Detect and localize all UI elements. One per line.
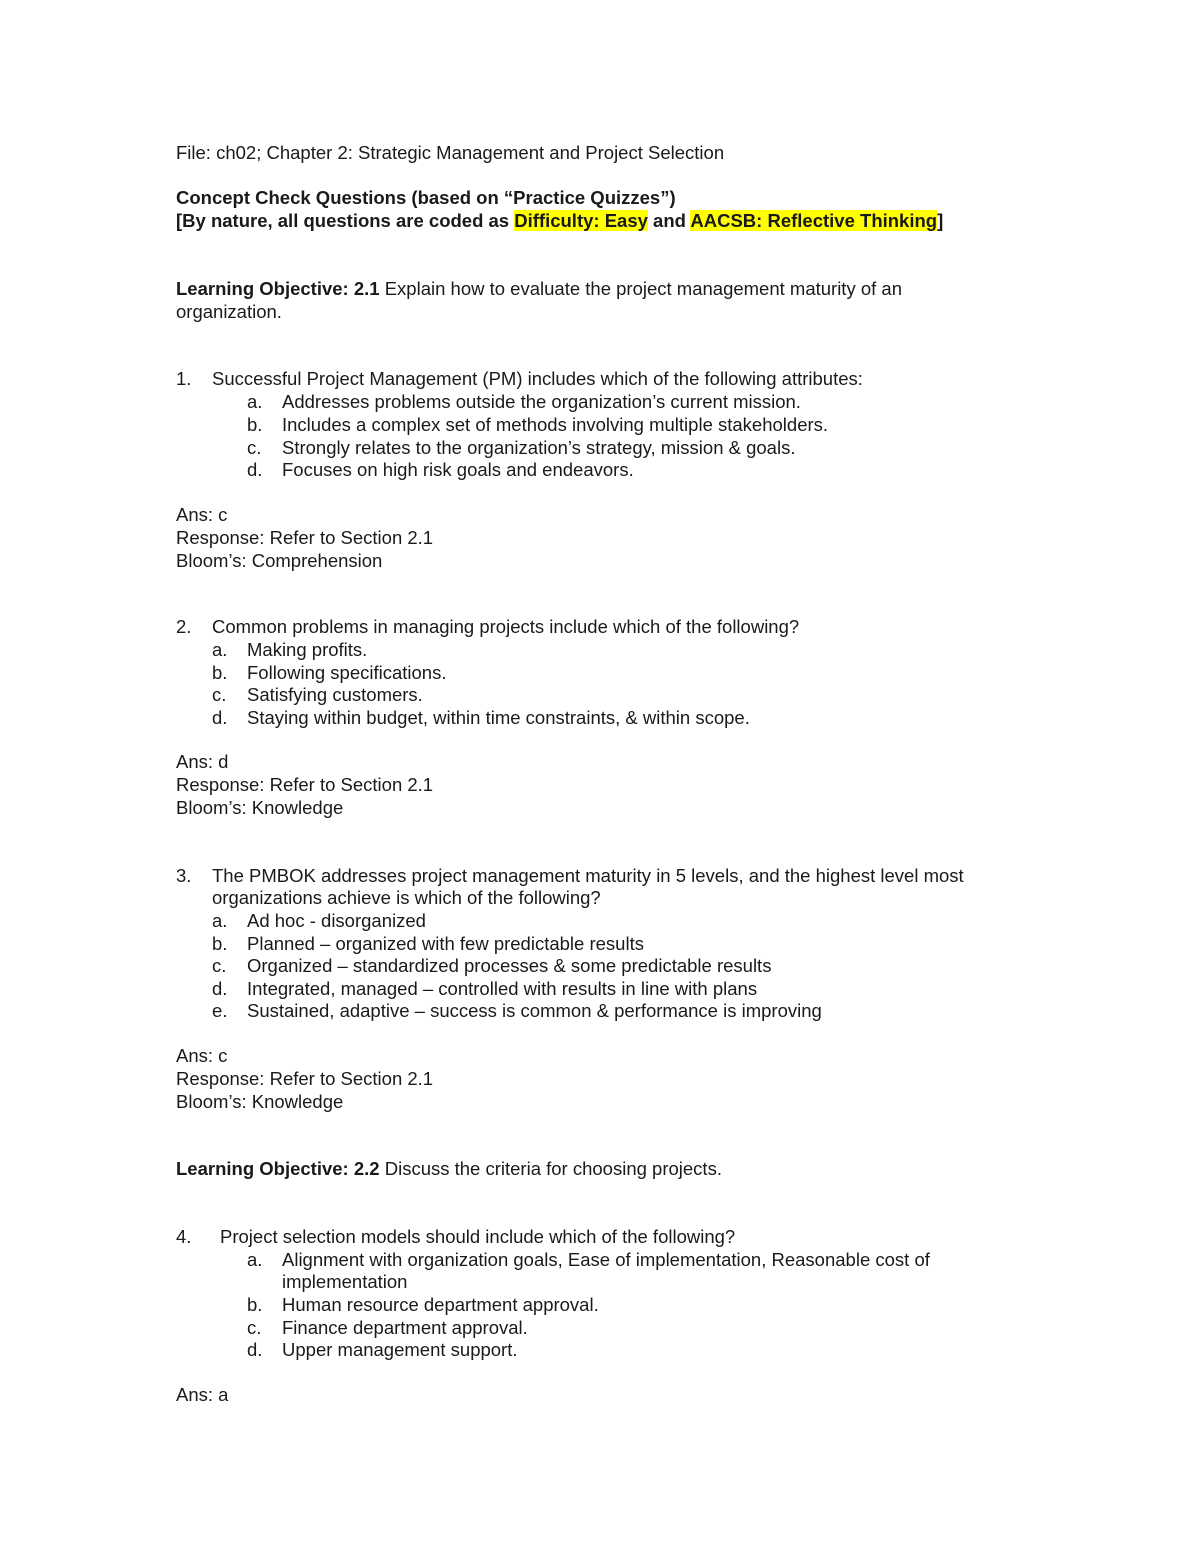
- q1-blooms: Bloom’s: Comprehension: [176, 550, 383, 571]
- q4-option-d: [247, 1338, 518, 1361]
- q4-option-a-cont: implementation: [282, 1271, 408, 1292]
- option-letter: b.: [212, 933, 228, 954]
- q2-response: Response: Refer to Section 2.1: [176, 774, 434, 795]
- file-line: File: ch02; Chapter 2: Strategic Management and Project Selection: [176, 142, 725, 163]
- q2-text: Common problems in managing projects include which of the following?: [212, 616, 800, 637]
- option-letter: c.: [247, 1317, 262, 1338]
- option-text: Human resource department approval.: [282, 1294, 599, 1315]
- option-letter: a.: [212, 639, 228, 660]
- option-text: Integrated, managed – controlled with results in line with plans: [247, 978, 758, 999]
- option-text: Following specifications.: [247, 662, 447, 683]
- q1-option-b: [247, 413, 828, 436]
- option-letter: c.: [212, 684, 227, 705]
- q1-option-c: [247, 436, 795, 459]
- difficulty-highlight: Difficulty: Easy: [514, 210, 648, 231]
- option-letter: d.: [247, 1339, 263, 1360]
- option-letter: d.: [212, 978, 228, 999]
- q1-option-d: [247, 458, 634, 481]
- q3-answer: Ans: c: [176, 1045, 228, 1066]
- learning-objective-2: [176, 1157, 722, 1180]
- option-letter: e.: [212, 1000, 228, 1021]
- q3-text-cont: organizations achieve is which of the following?: [212, 887, 601, 908]
- option-text: Alignment with organization goals, Ease of implementation, Reasonable cost of: [282, 1249, 930, 1270]
- q3-response: Response: Refer to Section 2.1: [176, 1068, 434, 1089]
- option-text: Making profits.: [247, 639, 368, 660]
- q3-option-a: [212, 909, 426, 932]
- option-text: Staying within budget, within time constraints, & within scope.: [247, 707, 750, 728]
- q3-option-d: [212, 977, 757, 1000]
- option-text: Includes a complex set of methods involving multiple stakeholders.: [282, 414, 829, 435]
- q4-number: 4.: [176, 1226, 192, 1247]
- q3-blooms: Bloom’s: Knowledge: [176, 1091, 344, 1112]
- q4-option-b: [247, 1293, 599, 1316]
- q1-option-a: [247, 390, 801, 413]
- q2-blooms: Bloom’s: Knowledge: [176, 797, 344, 818]
- option-letter: b.: [247, 414, 263, 435]
- q4-option-a: [247, 1248, 930, 1271]
- option-letter: a.: [247, 391, 263, 412]
- q2-option-c: [212, 683, 423, 706]
- q3-option-b: [212, 932, 644, 955]
- option-letter: c.: [247, 437, 262, 458]
- option-text: Finance department approval.: [282, 1317, 528, 1338]
- option-text: Strongly relates to the organization’s strategy, mission & goals.: [282, 437, 796, 458]
- question-3: [176, 864, 964, 887]
- concept-title: Concept Check Questions (based on “Practice Quizzes”): [176, 187, 676, 208]
- q1-response: Response: Refer to Section 2.1: [176, 527, 434, 548]
- option-letter: a.: [212, 910, 228, 931]
- learning-objective-1: [176, 277, 902, 300]
- option-text: Focuses on high risk goals and endeavors.: [282, 459, 634, 480]
- q1-text: Successful Project Management (PM) includes which of the following attributes:: [212, 368, 863, 389]
- q4-answer: Ans: a: [176, 1384, 229, 1405]
- q2-option-d: [212, 706, 750, 729]
- lo1-text: Explain how to evaluate the project management maturity of an: [379, 278, 902, 299]
- q3-option-c: [212, 954, 771, 977]
- coding-mid: and: [647, 210, 691, 231]
- q3-number: 3.: [176, 865, 192, 886]
- coding-line: [176, 209, 943, 232]
- aacsb-highlight: AACSB: Reflective Thinking: [690, 210, 938, 231]
- option-text: Addresses problems outside the organization’s current mission.: [282, 391, 801, 412]
- option-text: Planned – organized with few predictable results: [247, 933, 644, 954]
- option-letter: d.: [212, 707, 228, 728]
- q1-number: 1.: [176, 368, 192, 389]
- option-letter: d.: [247, 459, 263, 480]
- option-text: Organized – standardized processes & some predictable results: [247, 955, 772, 976]
- option-text: Upper management support.: [282, 1339, 518, 1360]
- option-letter: b.: [212, 662, 228, 683]
- question-1: [176, 367, 863, 390]
- question-4: [176, 1225, 735, 1248]
- q2-option-a: [212, 638, 367, 661]
- lo2-label: Learning Objective: 2.2: [176, 1158, 380, 1179]
- option-text: Sustained, adaptive – success is common & performance is improving: [247, 1000, 822, 1021]
- q3-text: The PMBOK addresses project management maturity in 5 levels, and the highest level most: [212, 865, 964, 886]
- option-letter: b.: [247, 1294, 263, 1315]
- option-text: Ad hoc - disorganized: [247, 910, 426, 931]
- option-letter: c.: [212, 955, 227, 976]
- q1-answer: Ans: c: [176, 504, 228, 525]
- lo1-label: Learning Objective: 2.1: [176, 278, 380, 299]
- q2-option-b: [212, 661, 446, 684]
- q2-number: 2.: [176, 616, 192, 637]
- question-2: [176, 615, 799, 638]
- q2-answer: Ans: d: [176, 751, 229, 772]
- option-letter: a.: [247, 1249, 263, 1270]
- q3-option-e: [212, 999, 822, 1022]
- q4-text: Project selection models should include which of the following?: [220, 1226, 736, 1247]
- lo1-text-cont: organization.: [176, 301, 282, 322]
- coding-pre: [By nature, all questions are coded as: [176, 210, 515, 231]
- coding-post: ]: [937, 210, 944, 231]
- option-text: Satisfying customers.: [247, 684, 423, 705]
- q4-option-c: [247, 1316, 528, 1339]
- lo2-text: Discuss the criteria for choosing projects.: [379, 1158, 722, 1179]
